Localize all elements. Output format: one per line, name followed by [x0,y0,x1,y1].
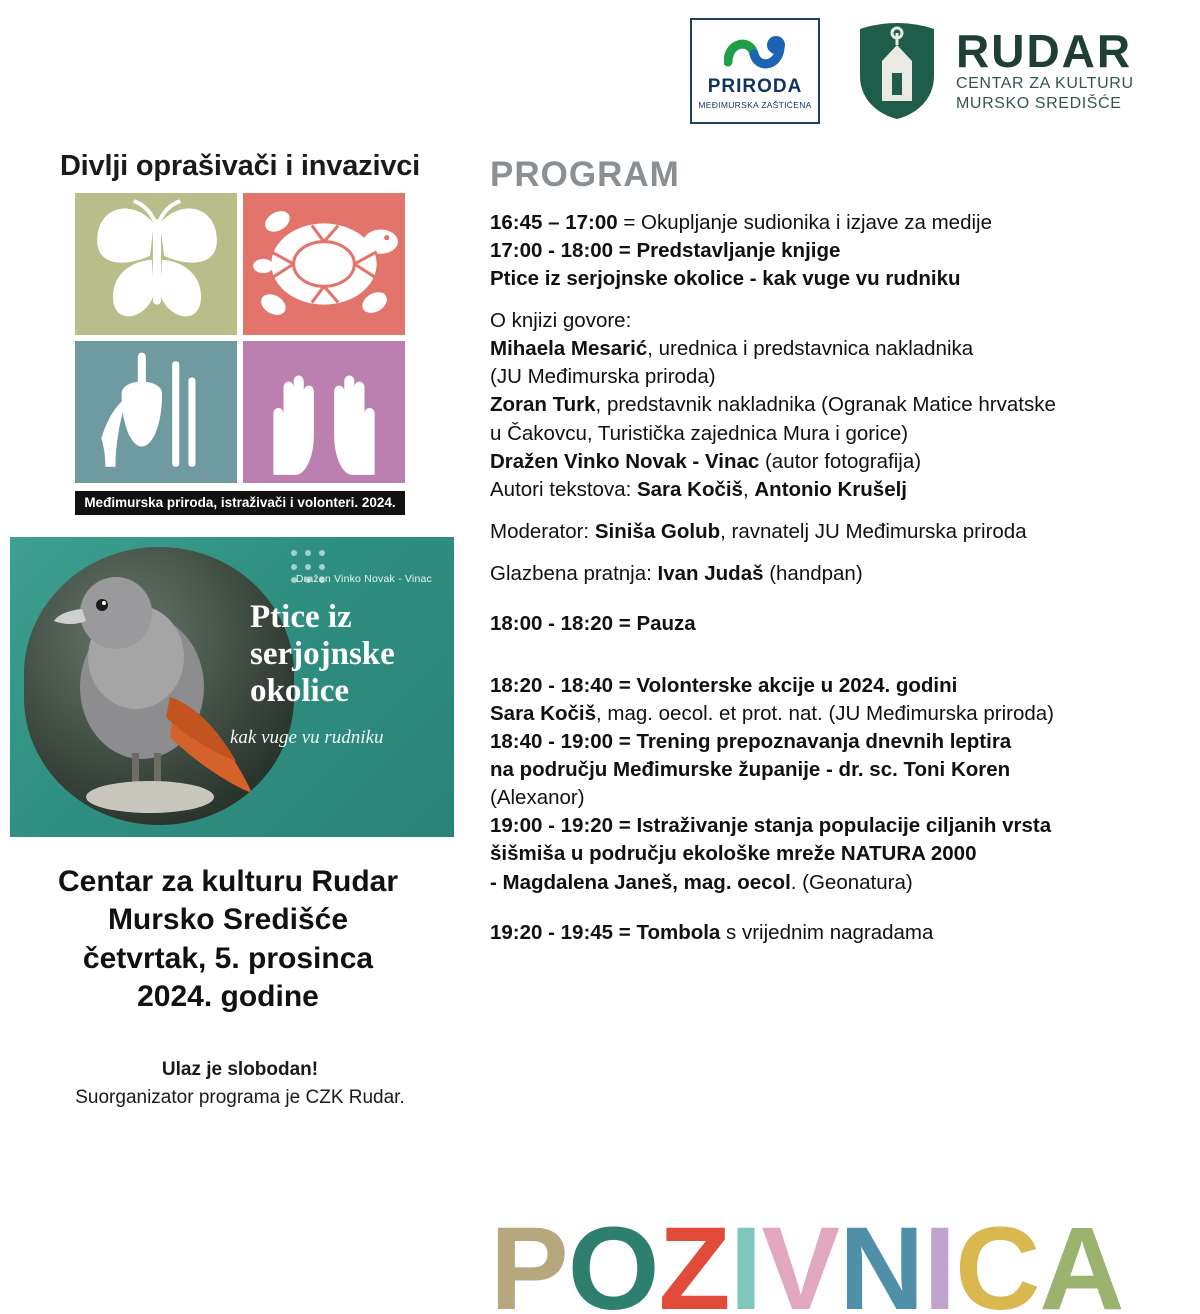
speaker-1-name: Mihaela Mesarić [490,337,648,361]
speaker-1-org: (JU Međimurska priroda) [490,365,716,389]
book-title [250,599,430,710]
program-item-1 [490,209,1170,237]
speaker-3-name: Dražen Vinko Novak - Vinac [490,449,760,473]
poster-title: Divlji oprašivači i invazivci [59,150,421,182]
venue-line-4: 2024. godine [137,980,319,1014]
pozivnica-letter-o-1: O [567,1203,659,1314]
poster-caption: Međimurska priroda, istraživači i volonteri. 2024. [75,491,405,515]
left-column [0,150,480,1109]
rudar-logo [856,21,1134,121]
book-title-line-3: okolice [250,672,349,709]
book-subtitle: kak vuge vu rudniku [230,727,384,748]
pozivnica-wordmark [490,1203,1124,1314]
program-item-6 [490,919,1170,947]
speaker-2-role-cont: u Čakovcu, Turistička zajednica Mura i gorice) [490,421,909,445]
music-role: (handpan) [763,561,863,585]
author-1: Sara Kočiš [636,477,743,501]
logo-row [690,18,1134,124]
program-item-3: 18:20 - 18:40 = Volonterske akcije u 2024. godini [490,674,958,698]
speaker-2-name: Zoran Turk [490,393,596,417]
helping-hands-icon [243,341,405,483]
program-item-4-line-3: (Alexanor) [490,786,585,810]
venue-line-2: Mursko Središće [107,903,349,937]
turtle-tile [243,193,405,335]
program-pause: 18:00 - 18:20 = Pauza [490,611,696,635]
program-item-3-name: Sara Kočiš [490,702,596,726]
venue-line-1: Centar za kulturu Rudar [57,865,399,898]
pozivnica-letter-p-0: P [490,1203,568,1314]
venue-block [0,863,480,1017]
program-item-2: 17:00 - 18:00 = Predstavljanje knjige [490,239,841,263]
snowdrop-tile [75,341,237,483]
rudar-subtitle-1: CENTAR ZA KULTURU [956,75,1134,92]
book-title-line-1: Ptice iz [250,599,352,635]
authors-label: Autori tekstova: [490,477,637,501]
moderator-name: Siniša Golub [594,519,721,543]
program-item-6-bold: 19:20 - 19:45 = Tombola [490,920,721,944]
book-title-line-2: serjojnske [250,635,395,672]
free-entry-note: Ulaz je slobodan! [161,1058,319,1080]
program-item-3-speaker [490,700,1170,728]
program-item-5-name: - Magdalena Janeš, mag. oecol [490,870,791,894]
author-separator: , [742,477,755,501]
program-item-6-rest: s vrijednim nagradama [720,920,934,944]
moderator-role: , ravnatelj JU Međimurska priroda [720,519,1027,543]
program-item-4-line-2: na području Međimurske županije - dr. sc. Toni Koren [490,758,1011,782]
speaker-1-role: , urednica i predstavnica nakladnika [647,337,974,361]
speaker-3-role: (autor fotografija) [759,449,922,473]
moderator-line [490,518,1170,546]
snowdrop-flower-icon [75,341,237,483]
program-item-1-text: = Okupljanje sudionika i izjave za medije [617,211,992,234]
music-line [490,560,1170,588]
turtle-icon [243,193,405,335]
program-heading: PROGRAM [490,155,680,194]
music-name: Ivan Judaš [657,561,764,585]
music-label: Glazbena pratnja: [490,561,658,585]
priroda-mark-icon [724,32,786,74]
program-item-3-rest: , mag. oecol. et prot. nat. (JU Međimurska priroda) [595,702,1054,726]
program-item-5-line-2: šišmiša u području ekološke mreže NATURA 2000 [490,842,977,866]
program-item-5-line-1: 19:00 - 19:20 = Istraživanje stanja populacije ciljanih vrsta [490,814,1052,838]
moderator-label: Moderator: [490,519,595,543]
pozivnica-letter-z-2: Z [658,1203,730,1314]
rudar-subtitle-2: MURSKO SREDIŠĆE [956,95,1122,112]
program-item-5-rest: . (Geonatura) [790,870,913,894]
speakers-label: O knjizi govore: [490,309,632,333]
speaker-2-role: , predstavnik nakladnika (Ogranak Matice hrvatske [595,393,1056,417]
author-2: Antonio Krušelj [754,477,907,501]
priroda-name: PRIRODA [707,76,803,97]
pozivnica-letter-a-8: A [1039,1203,1124,1314]
pozivnica-letter-i-6: I [923,1203,956,1314]
speaker-2 [490,391,1170,419]
pollinators-artwork [75,193,405,483]
hands-tile [243,341,405,483]
pozivnica-letter-n-5: N [839,1203,924,1314]
butterfly-tile [75,193,237,335]
rudar-title: RUDAR [956,25,1133,77]
program-item-4-line-1: 18:40 - 19:00 = Trening prepoznavanja dnevnih leptira [490,730,1012,754]
authors-line [490,476,1170,504]
book-cover [10,537,454,837]
butterfly-icon [75,193,237,335]
rudar-shield-icon [856,21,938,121]
priroda-logo [690,18,820,124]
program-item-1-time: 16:45 – 17:00 [490,211,618,234]
program-column [490,155,1170,947]
program-item-2-book: Ptice iz serjojnske okolice - kak vuge vu rudniku [490,267,961,291]
program-item-5-line-3 [490,869,1170,897]
coorganizer-note: Suorganizator programa je CZK Rudar. [75,1086,405,1108]
pozivnica-letter-c-7: C [955,1203,1040,1314]
book-author: Dražen Vinko Novak - Vinac [295,573,432,585]
venue-line-3: četvrtak, 5. prosinca [82,941,374,975]
pozivnica-letter-v-4: V [761,1203,840,1314]
speaker-3 [490,448,1170,476]
priroda-subtitle: MEĐIMURSKA ZAŠTIĆENA [698,100,812,110]
pozivnica-letter-i-3: I [729,1203,762,1314]
speaker-1 [490,335,1170,363]
